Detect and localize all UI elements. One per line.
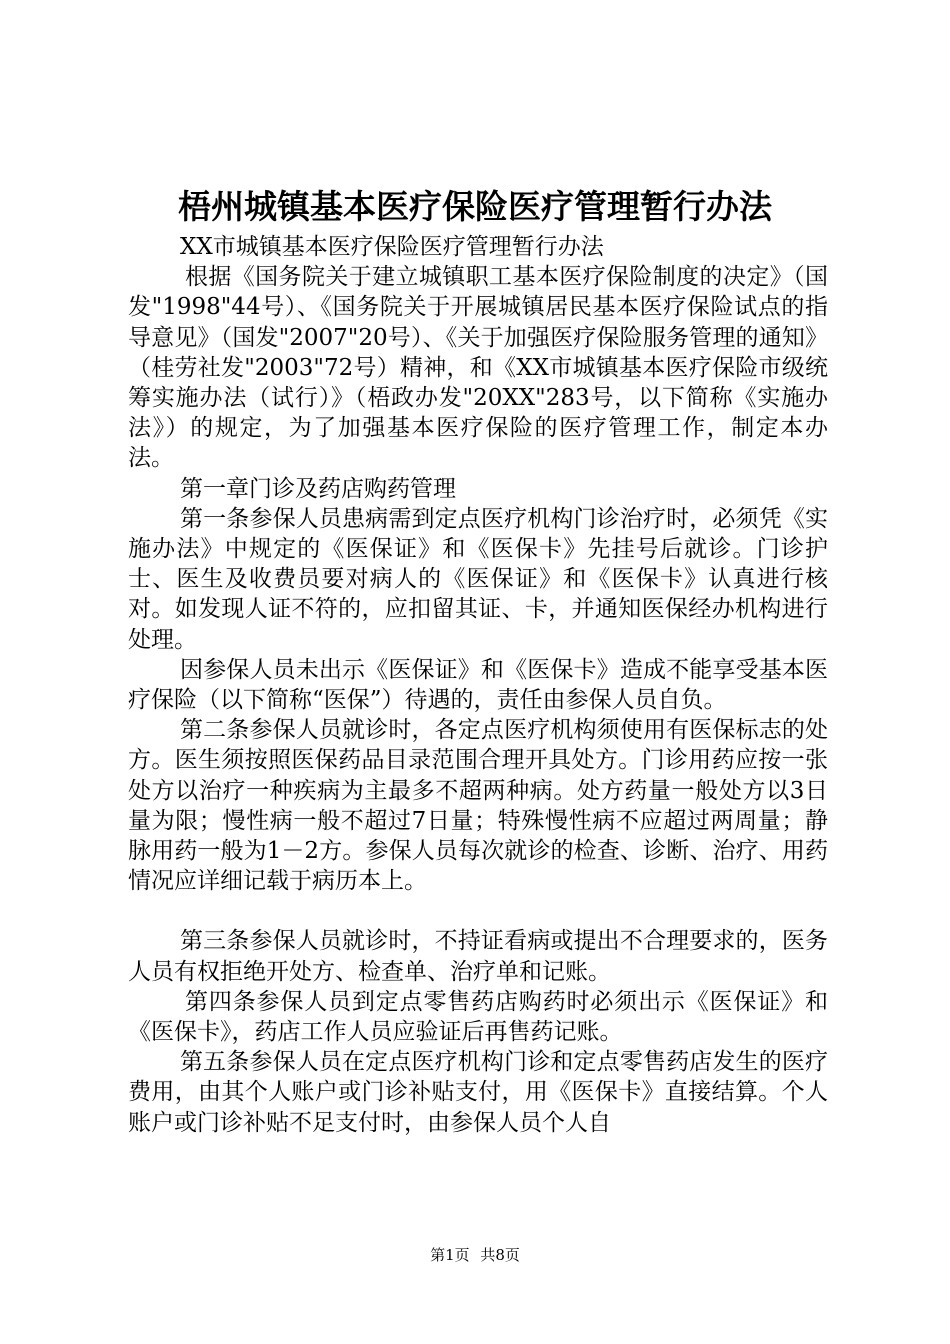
document-subtitle: XX市城镇基本医疗保险医疗管理暂行办法: [180, 234, 604, 260]
article-1-note: 因参保人员未出示《医保证》和《医保卡》造成不能享受基本医疗保险（以下简称“医保”）待遇的，责任由参保人员自负。: [128, 656, 828, 714]
article-2: 第二条参保人员就诊时，各定点医疗机构须使用有医保标志的处方。医生须按照医保药品目录范围合理开具处方。门诊用药应按一张处方以治疗一种疾病为主最多不超两种病。处方药量一般处方以3日量为限；慢性病一般不超过7日量；特殊慢性病不应超过两周量；静脉用药一般为1－2方。参保人员每次就诊的检查、诊断、治疗、用药情况应详细记载于病历本上。: [128, 717, 828, 895]
page-number: 第1页: [430, 1246, 470, 1264]
document-title: 梧州城镇基本医疗保险医疗管理暂行办法: [178, 187, 772, 226]
page-total: 共8页: [480, 1246, 520, 1264]
chapter-heading: 第一章门诊及药店购药管理: [180, 475, 456, 502]
document-body: [128, 232, 828, 1138]
page-footer: [0, 1245, 950, 1265]
article-4: 第四条参保人员到定点零售药店购药时必须出示《医保证》和《医保卡》，药店工作人员应验证后再售药记账。: [128, 988, 828, 1046]
article-1: 第一条参保人员患病需到定点医疗机构门诊治疗时，必须凭《实施办法》中规定的《医保证》和《医保卡》先挂号后就诊。门诊护士、医生及收费员要对病人的《医保证》和《医保卡》认真进行核对。如发现人证不符的，应扣留其证、卡，并通知医保经办机构进行处理。: [128, 505, 828, 653]
article-3: 第三条参保人员就诊时，不持证看病或提出不合理要求的，医务人员有权拒绝开处方、检查单、治疗单和记账。: [128, 928, 828, 985]
article-5: 第五条参保人员在定点医疗机构门诊和定点零售药店发生的医疗费用，由其个人账户或门诊补贴支付，用《医保卡》直接结算。个人账户或门诊补贴不足支付时，由参保人员个人自: [128, 1049, 828, 1136]
paragraph-preamble: 根据《国务院关于建立城镇职工基本医疗保险制度的决定》（国发"1998"44号）、《国务院关于开展城镇居民基本医疗保险试点的指导意见》（国发"2007"20号）、《关于加强医疗保险服务管理的通知》（桂劳社发"2003"72号）精神，和《XX市城镇基本医疗保险市级统筹实施办法（试行）》（梧政办发"20XX"283号，以下简称《实施办法》）的规定，为了加强基本医疗保险的医疗管理工作，制定本办法。: [128, 264, 828, 472]
